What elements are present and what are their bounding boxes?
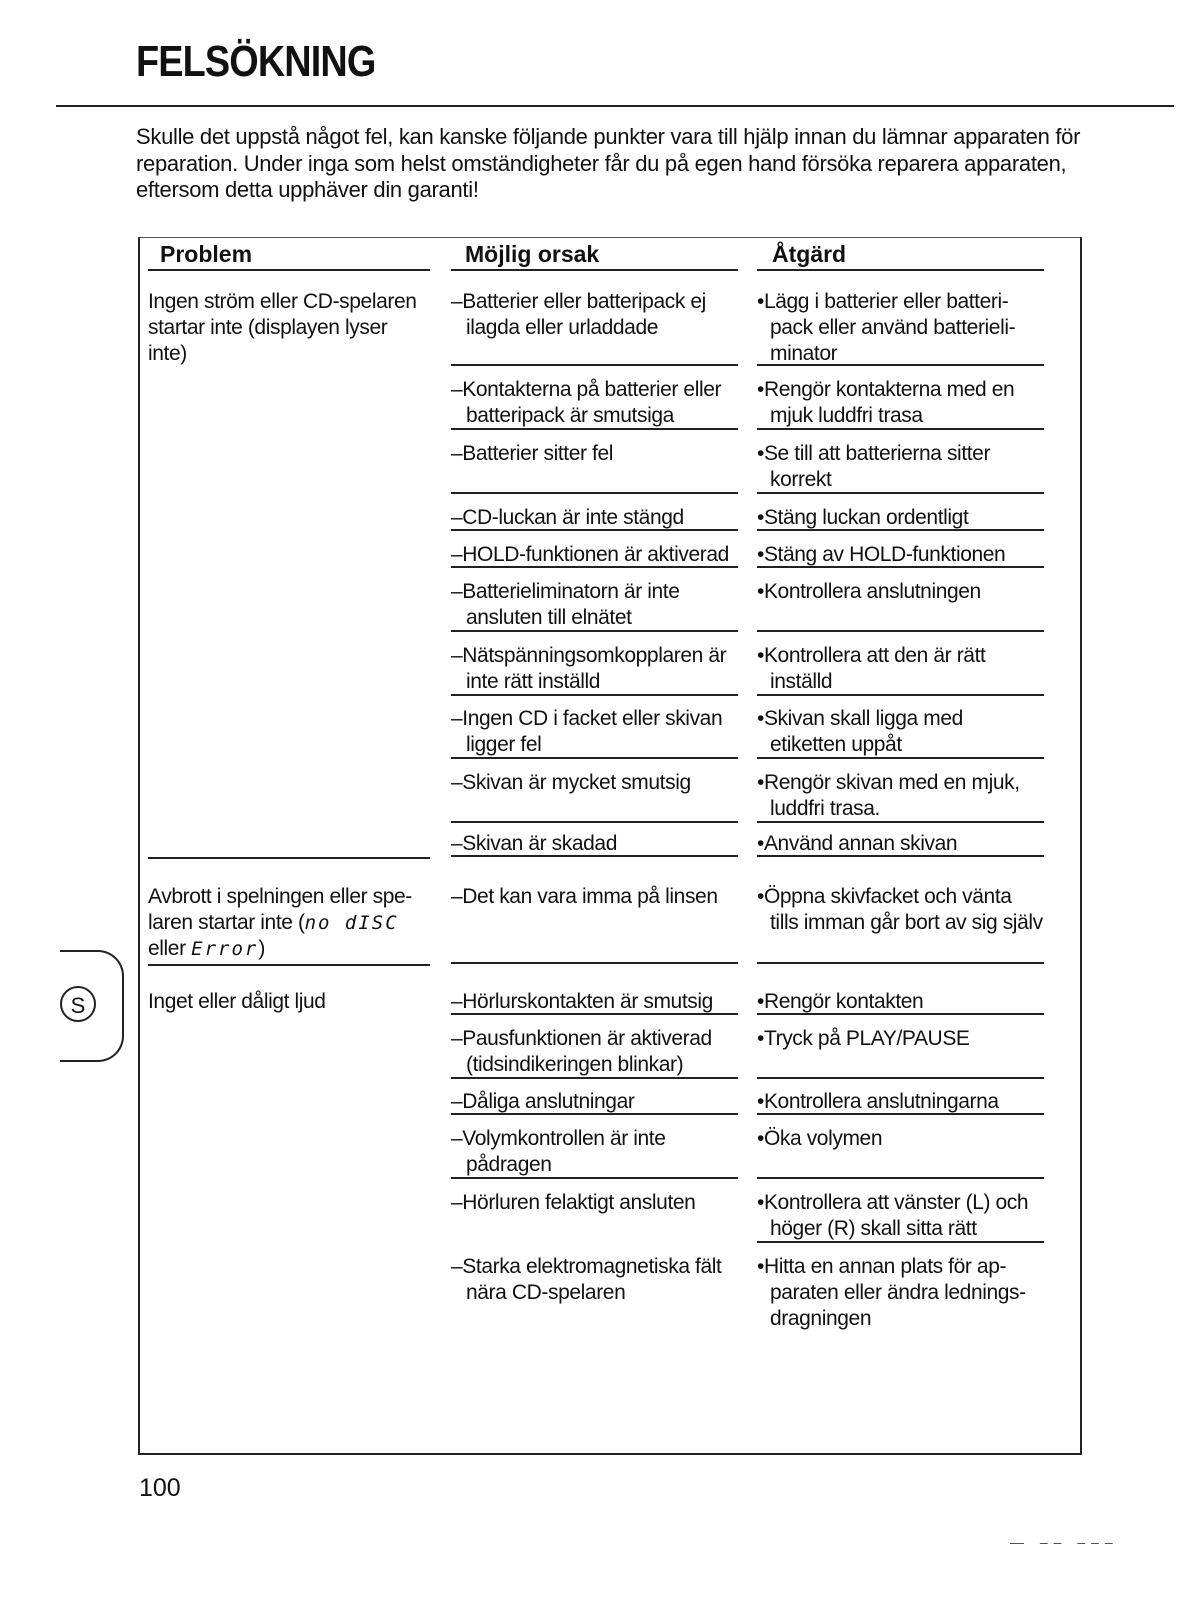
action-cell: •Öppna skivfacket och vänta tills imman går bort av sig själv xyxy=(757,884,1044,964)
cause-cell: –Pausfunktionen är aktiverad (tidsindikeringen blinkar) xyxy=(451,1026,738,1079)
cause-cell: –Kontakterna på batterier eller batteripack är smutsiga xyxy=(451,377,738,430)
problem-cell xyxy=(148,884,430,966)
footer-marks: — –– ––– xyxy=(1010,1534,1119,1550)
problem-cell xyxy=(148,989,430,1015)
cause-cell: –CD-luckan är inte stängd xyxy=(451,505,738,531)
cause-cell: –Det kan vara imma på linsen xyxy=(451,884,738,964)
action-cell: •Rengör kontakten xyxy=(757,989,1044,1015)
page-title: FELSÖKNING xyxy=(136,37,376,86)
cause-cell: –Batterieliminatorn är inte ansluten till elnätet xyxy=(451,579,738,632)
title-divider xyxy=(56,105,1174,107)
action-cell: •Kontrollera anslutningen xyxy=(757,579,1044,632)
language-tab-label: S xyxy=(60,986,96,1022)
cause-cell: –Dåliga anslutningar xyxy=(451,1089,738,1115)
cause-cell: –Starka elektromagnetiska fält nära CD-spelaren xyxy=(451,1255,722,1304)
cause-cell: –Volymkontrollen är inte pådragen xyxy=(451,1126,738,1179)
action-cell: •Se till att batterierna sitter korrekt xyxy=(757,441,1044,494)
problem-text: ) xyxy=(258,937,265,960)
problem-text: eller xyxy=(148,937,192,960)
action-cell: •Kontrollera att den är rätt inställd xyxy=(757,643,1044,696)
cause-cell: –Batterier sitter fel xyxy=(451,441,738,494)
cause-cell: –Hörlurskontakten är smutsig xyxy=(451,989,738,1015)
action-cell: •Tryck på PLAY/PAUSE xyxy=(757,1026,1044,1079)
lcd-text-error: Error xyxy=(191,938,259,960)
problem-text: Avbrott i spelningen eller spe- laren startar inte ( xyxy=(148,885,412,934)
action-cell: •Stäng luckan ordentligt xyxy=(757,505,1044,531)
action-cell: •Rengör skivan med en mjuk, luddfri trasa. xyxy=(757,770,1044,823)
cause-cell: –Batterier eller batteripack ej ilagda eller urladdade xyxy=(451,289,738,366)
action-cell: •Använd annan skivan xyxy=(757,831,1044,857)
cause-cell: –Skivan är skadad xyxy=(451,831,738,857)
action-cell: •Öka volymen xyxy=(757,1126,1044,1179)
action-cell: •Kontrollera att vänster (L) och höger (R) skall sitta rätt xyxy=(757,1190,1044,1243)
cause-cell: –Skivan är mycket smutsig xyxy=(451,770,738,823)
header-problem: Problem xyxy=(148,240,430,271)
header-cause: Möjlig orsak xyxy=(451,240,738,271)
cause-cell: –HOLD-funktionen är aktiverad xyxy=(451,542,738,568)
intro-paragraph: Skulle det uppstå något fel, kan kanske följande punkter vara till hjälp innan du lämnar apparaten för reparation. Under inga som helst omständigheter får du på egen hand försöka reparera apparaten, eftersom detta upphäver din garanti! xyxy=(136,124,1081,202)
action-cell: •Lägg i batterier eller batteri- pack eller använd batterieli- minator xyxy=(757,289,1044,366)
action-cell: •Skivan skall ligga med etiketten uppåt xyxy=(757,706,1044,759)
problem-text: Inget eller dåligt ljud xyxy=(148,990,326,1013)
action-cell: •Kontrollera anslutningarna xyxy=(757,1089,1044,1115)
action-cell: •Hitta en annan plats för ap- paraten eller ändra lednings- dragningen xyxy=(757,1255,1026,1330)
lcd-text-no-disc: no dISC xyxy=(304,912,399,934)
cause-cell: –Hörluren felaktigt ansluten xyxy=(451,1191,696,1214)
header-action: Åtgärd xyxy=(757,240,1044,271)
cause-cell: –Ingen CD i facket eller skivan ligger fel xyxy=(451,706,738,759)
cause-cell: –Nätspänningsomkopplaren är inte rätt inställd xyxy=(451,643,738,696)
problem-cell xyxy=(148,289,430,859)
problem-text: Ingen ström eller CD-spelaren startar inte (displayen lyser inte) xyxy=(148,290,417,365)
action-cell: •Rengör kontakterna med en mjuk luddfri trasa xyxy=(757,377,1044,430)
action-cell: •Stäng av HOLD-funktionen xyxy=(757,542,1044,568)
page-number: 100 xyxy=(139,1474,181,1502)
